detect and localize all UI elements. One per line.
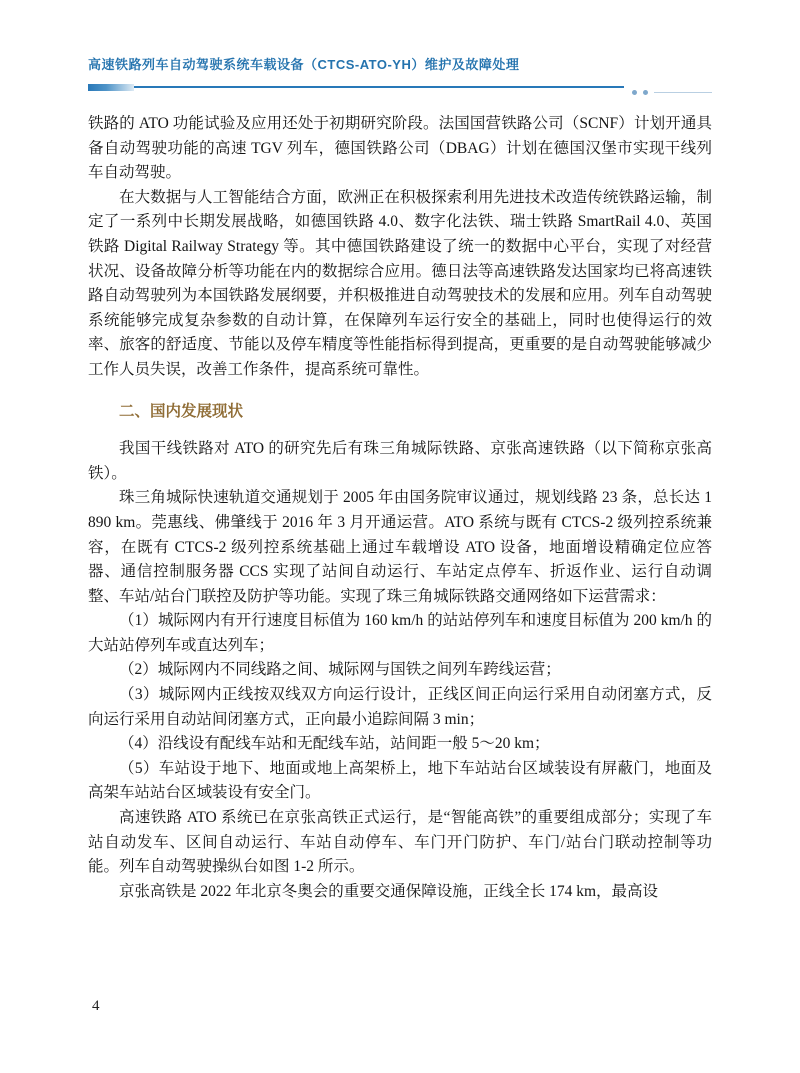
running-head-title: 高速铁路列车自动驾驶系统车载设备（CTCS-ATO-YH）维护及故障处理 (88, 57, 520, 72)
paragraph: 我国干线铁路对 ATO 的研究先后有珠三角城际铁路、京张高速铁路（以下简称京张高铁）。 (88, 440, 712, 482)
header-tail-line (654, 92, 712, 93)
paragraph: （2）城际网内不同线路之间、城际网与国铁之间列车跨线运营； (119, 661, 561, 679)
dot-icon (632, 90, 637, 95)
paragraph: （4）沿线设有配线车站和无配线车站，站间距一般 5～20 km； (119, 735, 550, 753)
paragraph: 在大数据与人工智能结合方面，欧洲正在积极探索利用先进技术改造传统铁路运输，制定了一系列中长期发展战略，如德国铁路 4.0、数字化法铁、瑞士铁路 SmartRail 4.0、英国铁路 Digital Railway Strategy 等。其中德国铁路建设了统一的数据中心平台，实现了对经营状况、设备故障分析等功能在内的数据综合应用。德日法等高速铁路发达国家均已将高速铁路自动驾驶列为本国铁路发展纲要，并积极推进自动驾驶技术的发展和应用。列车自动驾驶系统能够完成复杂参数的自动计算，在保障列车运行安全的基础上，同时也使得运行的效率、旅客的舒适度、节能以及停车精度等性能指标得到提高，更重要的是自动驾驶能够减少工作人员失误，改善工作条件，提高系统可靠性。 (88, 188, 712, 378)
paragraph: （3）城际网内正线按双线双方向运行设计，正线区间正向运行采用自动闭塞方式，反向运行采用自动站间闭塞方式，正向最小追踪间隔 3 min； (88, 686, 712, 728)
page-header (88, 54, 712, 92)
header-gradient-ornament (88, 84, 134, 91)
header-dots-ornament (632, 90, 712, 95)
paragraph: 珠三角城际快速轨道交通规划于 2005 年由国务院审议通过，规划线路 23 条，总长达 1 890 km。莞惠线、佛肇线于 2016 年 3 月开通运营。ATO 系统与既有 CTCS-2 级列控系统兼容，在既有 CTCS-2 级列控系统基础上通过车载增设 ATO 设备，地面增设精确定位应答器、通信控制服务器 CCS 实现了站间自动运行、车站定点停车、折返作业、运行自动调整、车站/站台门联控及防护等功能。实现了珠三角城际铁路交通网络如下运营需求： (88, 489, 712, 605)
paragraph: 高速铁路 ATO 系统已在京张高铁正式运行，是“智能高铁”的重要组成部分；实现了车站自动发车、区间自动运行、车站自动停车、车门开门防护、车门/站台门联动控制等功能。列车自动驾驶操纵台如图 1-2 所示。 (88, 809, 712, 876)
paragraph: （5）车站设于地下、地面或地上高架桥上，地下车站站台区域装设有屏蔽门，地面及高架车站站台区域装设有安全门。 (88, 759, 712, 802)
header-rule (88, 82, 712, 92)
paragraph: （1）城际网内有开行速度目标值为 160 km/h 的站站停列车和速度目标值为 200 km/h 的大站站停列车或直达列车； (88, 612, 712, 654)
page-content (88, 112, 712, 904)
page-number: 4 (92, 998, 100, 1014)
page-footer (92, 998, 100, 1015)
paragraph: 铁路的 ATO 功能试验及应用还处于初期研究阶段。法国国营铁路公司（SCNF）计划开通具备自动驾驶功能的高速 TGV 列车，德国铁路公司（DBAG）计划在德国汉堡市实现干线列车自动驾驶。 (88, 115, 712, 182)
header-line (134, 86, 624, 88)
paragraph: 京张高铁是 2022 年北京冬奥会的重要交通保障设施，正线全长 174 km，最高设 (119, 882, 659, 900)
section-heading: 二、国内发展现状 (119, 402, 244, 420)
dot-icon (643, 90, 648, 95)
